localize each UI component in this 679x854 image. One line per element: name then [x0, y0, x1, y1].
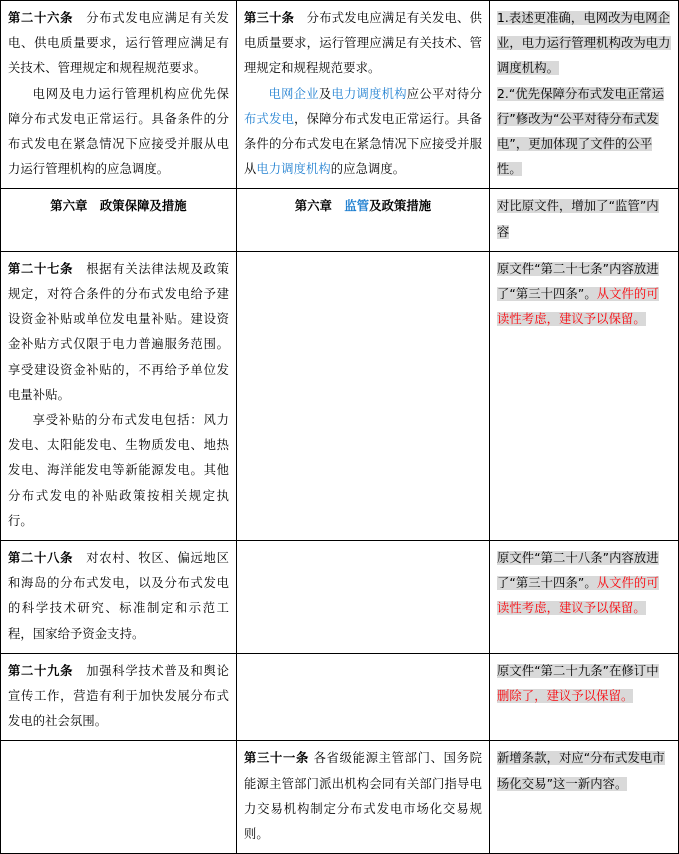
text-segment: 对比原文件，增加了“监管”内容: [497, 199, 659, 239]
text-segment: 原文件“第二十九条”在修订中: [497, 663, 659, 678]
cell-original: [1, 541, 237, 654]
revised-empty: [237, 653, 490, 741]
text-segment: 布式发电: [244, 111, 295, 126]
table-row: [1, 251, 679, 540]
original-paragraph: [8, 546, 229, 647]
highlighted-note: [497, 751, 665, 790]
text-segment: 各省级能源主管部门、国务院能源主管部门派出机构会同有关部门指导电力交易机构制定分布式发电市场化交易规则。: [244, 751, 482, 842]
cell-revised: [237, 189, 490, 251]
highlighted-note: [497, 664, 659, 703]
highlighted-note: [497, 11, 671, 75]
cell-comment: [490, 251, 679, 540]
comment-paragraph: [497, 546, 671, 622]
comment-paragraph: [497, 257, 671, 333]
revised-paragraph: [244, 6, 482, 82]
text-segment: 1.表述更准确，电网改为电网企业，电力运行管理机构改为电力调度机构。: [497, 11, 671, 76]
text-segment: 第二十九条: [8, 663, 74, 678]
text-segment: [332, 199, 344, 213]
text-segment: 第二十七条: [8, 261, 74, 276]
cell-comment: [490, 741, 679, 854]
text-segment: 第二十六条: [8, 11, 74, 25]
original-paragraph: [8, 257, 229, 408]
text-segment: 新增条款，对应“分布式发电市场化交易”这一新内容。: [497, 751, 665, 791]
highlighted-note: [497, 199, 659, 238]
text-segment: ，保障分布式发电正常运行。具备条件的分布式发电在紧急情况下应接受并服从: [244, 111, 482, 177]
revised-empty: [237, 541, 490, 654]
text-segment: 第三十一条: [244, 751, 309, 766]
text-segment: 第二十八条: [8, 551, 74, 566]
text-segment: 原文件“第二十七条”内容放进了“第三十四条”。: [497, 261, 659, 302]
comment-paragraph: [497, 746, 671, 796]
table-row: [1, 1, 679, 189]
text-segment: 从文件的可读性考虑，建议予以保留。: [497, 576, 659, 616]
cell-original: [1, 251, 237, 540]
text-segment: 应公平对待分: [406, 86, 482, 101]
text-segment: 电网及电力运行管理机构应优先保障分布式发电正常运行。具备条件的分布式发电在紧急情况下应接受并服从电力运行管理机构的应急调度。: [8, 86, 229, 177]
text-segment: 从文件的可读性考虑，建议予以保留。: [497, 287, 659, 327]
original-paragraph: [8, 6, 229, 82]
cell-revised: [237, 1, 490, 189]
text-segment: 及政策措施: [369, 199, 432, 214]
text-segment: 电网企业: [268, 86, 319, 101]
text-segment: 享受补贴的分布式发电包括：风力发电、太阳能发电、生物质发电、地热发电、海洋能发电等新能源发电。其他分布式发电的补贴政策按相关规定执行。: [8, 413, 229, 528]
original-paragraph: [8, 82, 229, 183]
highlighted-note: [497, 262, 659, 326]
revised-empty: [237, 251, 490, 540]
table-row: [1, 541, 679, 654]
highlighted-note: [497, 551, 659, 615]
text-segment: 第六章: [294, 199, 332, 214]
cell-original: [1, 189, 237, 251]
original-paragraph: [8, 659, 229, 735]
revised-paragraph: [244, 82, 482, 183]
comparison-table-body: [1, 1, 679, 854]
comment-paragraph: [497, 82, 671, 183]
text-segment: 监管: [344, 199, 370, 214]
revised-paragraph: [244, 746, 482, 847]
cell-comment: [490, 653, 679, 741]
text-segment: 对农村、牧区、偏远地区和海岛的分布式发电，以及分布式发电的科学技术研究、标准制定和示范工程，国家给予资金支持。: [8, 551, 229, 641]
text-segment: 删除了，建议予以保留。: [497, 689, 634, 704]
comment-paragraph: [497, 659, 671, 709]
text-segment: 2.“优先保障分布式发电正常运行”修改为“公平对待分布式发电”，更加体现了文件的公平性。: [497, 86, 665, 177]
cell-original: [1, 1, 237, 189]
text-segment: 分布式发电应满足有关发电、供电质量要求，运行管理应满足有关技术、管理规定和规程规范要求。: [244, 11, 482, 76]
text-segment: 第三十条: [244, 11, 295, 25]
text-segment: 及: [318, 86, 332, 101]
text-segment: 电力调度机构: [331, 86, 407, 101]
text-segment: 政策保障及措施: [87, 199, 187, 214]
cell-original: [1, 653, 237, 741]
original-paragraph: [8, 408, 229, 534]
cell-comment: [490, 1, 679, 189]
table-row: [1, 189, 679, 251]
text-segment: 的应急调度。: [330, 162, 406, 177]
cell-revised: [237, 741, 490, 854]
cell-comment: [490, 189, 679, 251]
text-segment: 加强科学技术普及和舆论宣传工作，营造有利于加快发展分布式发电的社会氛围。: [8, 663, 229, 729]
comment-paragraph: [497, 194, 671, 244]
table-row: [1, 653, 679, 741]
table-row: [1, 741, 679, 854]
highlighted-note: [497, 87, 664, 177]
text-segment: 第六章: [50, 199, 88, 214]
original-empty: [1, 741, 237, 854]
text-segment: 根据有关法律法规及政策规定，对符合条件的分布式发电给予建设资金补贴或单位发电量补贴。建设资金补贴方式仅限于电力普遍服务范围。享受建设资金补贴的，不再给予单位发电量补贴。: [8, 261, 229, 402]
text-segment: 电力调度机构: [256, 162, 331, 177]
comment-paragraph: [497, 6, 671, 82]
cell-comment: [490, 541, 679, 654]
text-segment: 分布式发电应满足有关发电、供电质量要求，运行管理应满足有关技术、管理规定和规程规范要求。: [8, 11, 229, 76]
text-segment: 原文件“第二十八条”内容放进了“第三十四条”。: [497, 551, 659, 591]
